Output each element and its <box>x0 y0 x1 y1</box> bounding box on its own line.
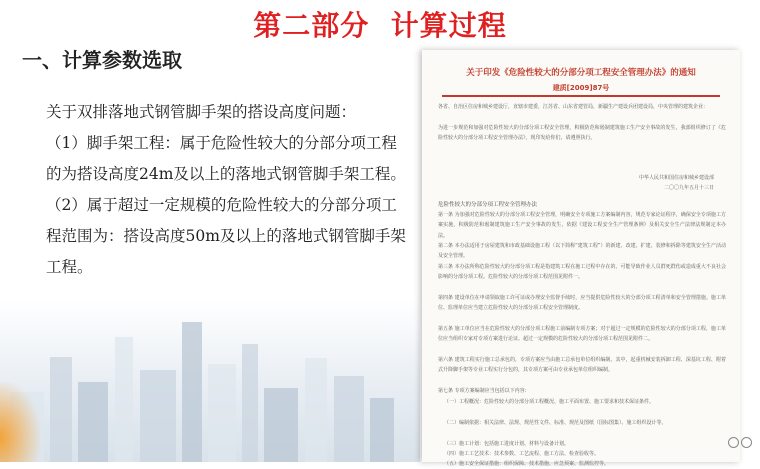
next-slide-button[interactable] <box>741 437 752 448</box>
notice-measures-heading: 危险性较大的分部分项工程安全管理办法 <box>438 202 538 208</box>
notice-intro-addressee: 各省、自治区住房和城乡建设厅，直辖市建委，江苏省、山东省建管局，新疆生产建设兵团建设局，中央管理的建筑企业： <box>438 104 709 110</box>
notice-issuer: 中华人民共和国住房和城乡建设部 <box>638 175 714 181</box>
notice-item-1: （一）工程概况：危险性较大的分部分项工程概况、施工平面布置、施工要求和技术保证条件。 <box>444 399 655 405</box>
notice-article-2: 第二条 本办法适用于房屋建筑和市政基础设施工程（以下简称“建筑工程”）的新建、改建、扩建、装修和拆除等建筑安全生产活动及安全管理。 <box>438 243 726 260</box>
body-text <box>46 97 411 283</box>
notice-item-5: （五）施工安全保证措施：组织保障、技术措施、应急预案、监测监控等。 <box>444 461 610 467</box>
section-heading: 一、计算参数选取 <box>22 48 182 72</box>
notice-document-image <box>422 50 740 467</box>
notice-item-4: （四）施工工艺技术：技术参数、工艺流程、施工方法、检查验收等。 <box>444 451 600 457</box>
paragraph-item-2: （2）属于超过一定规模的危险性较大的分部分项工程范围为：搭设高度50m及以上的落地式钢管脚手架工程。 <box>46 196 406 276</box>
notice-title: 关于印发《危险性较大的分部分项工程安全管理办法》的通知 <box>466 68 696 78</box>
notice-item-2: （二）编制依据：相关法律、法规、规范性文件、标准、规范及图纸（国标图集）、施工组织设计等。 <box>444 420 667 426</box>
notice-article-4: 第四条 建设单位在申请领取施工许可证或办理安全监督手续时，应当提供危险性较大的分部分项工程清单和安全管理措施。施工单位、监理单位应当建立危险性较大的分部分项工程安全管理制度。 <box>438 295 726 312</box>
notice-doc-number: 建质[2009]87号 <box>552 84 610 92</box>
notice-intro-body: 为进一步规范和加强对危险性较大的分部分项工程安全管理，积极防范和遏制建筑施工生产安全事故的发生，我部组织修订了《危险性较大的分部分项工程安全管理办法》，现印发给你们，请遵照执行。 <box>438 125 726 142</box>
notice-issue-date: 二〇〇九年五月十三日 <box>663 185 714 191</box>
paragraph-intro: 关于双排落地式钢管脚手架的搭设高度问题： <box>46 103 357 121</box>
notice-item-3: （三）施工计划：包括施工进度计划、材料与设备计划。 <box>444 441 570 447</box>
city-skyline-background <box>0 300 420 462</box>
paragraph-item-1: （1）脚手架工程：属于危险性较大的分部分项工程的为搭设高度24m及以上的落地式钢管脚手架工程。 <box>46 134 406 183</box>
notice-red-rule <box>442 95 720 97</box>
notice-article-5: 第五条 施工单位应当在危险性较大的分部分项工程施工前编制专项方案；对于超过一定规模的危险性较大的分部分项工程，施工单位应当组织专家对专项方案进行论证。超过一定规模的危险性较大的分部分项工程范围见附件二。 <box>438 326 726 343</box>
notice-article-6: 第六条 建筑工程实行施工总承包的，专项方案应当由施工总承包单位组织编制。其中，起重机械安装拆卸工程、深基坑工程、附着式升降脚手架等专业工程实行分包的，其专项方案可由专业承包单位组织编制。 <box>438 357 726 374</box>
notice-article-3: 第三条 本办法所称危险性较大的分部分项工程是指建筑工程在施工过程中存在的、可能导致作业人员群死群伤或造成重大不良社会影响的分部分项工程。危险性较大的分部分项工程范围见附件一。 <box>438 264 726 281</box>
slide-title: 第二部分 计算过程 <box>253 9 507 42</box>
previous-slide-button[interactable] <box>728 437 739 448</box>
orange-light-flare <box>0 382 40 462</box>
notice-article-1: 第一条 为加强对危险性较大的分部分项工程安全管理，明确安全专项施工方案编制内容，规范专家论证程序，确保安全专项施工方案实施，积极防范和遏制建筑施工生产安全事故的发生，依据《建设工程安全生产管理条例》及相关安全生产法律法规制定本办法。 <box>438 212 726 239</box>
notice-article-7: 第七条 专项方案编制应当包括以下内容： <box>438 388 530 394</box>
